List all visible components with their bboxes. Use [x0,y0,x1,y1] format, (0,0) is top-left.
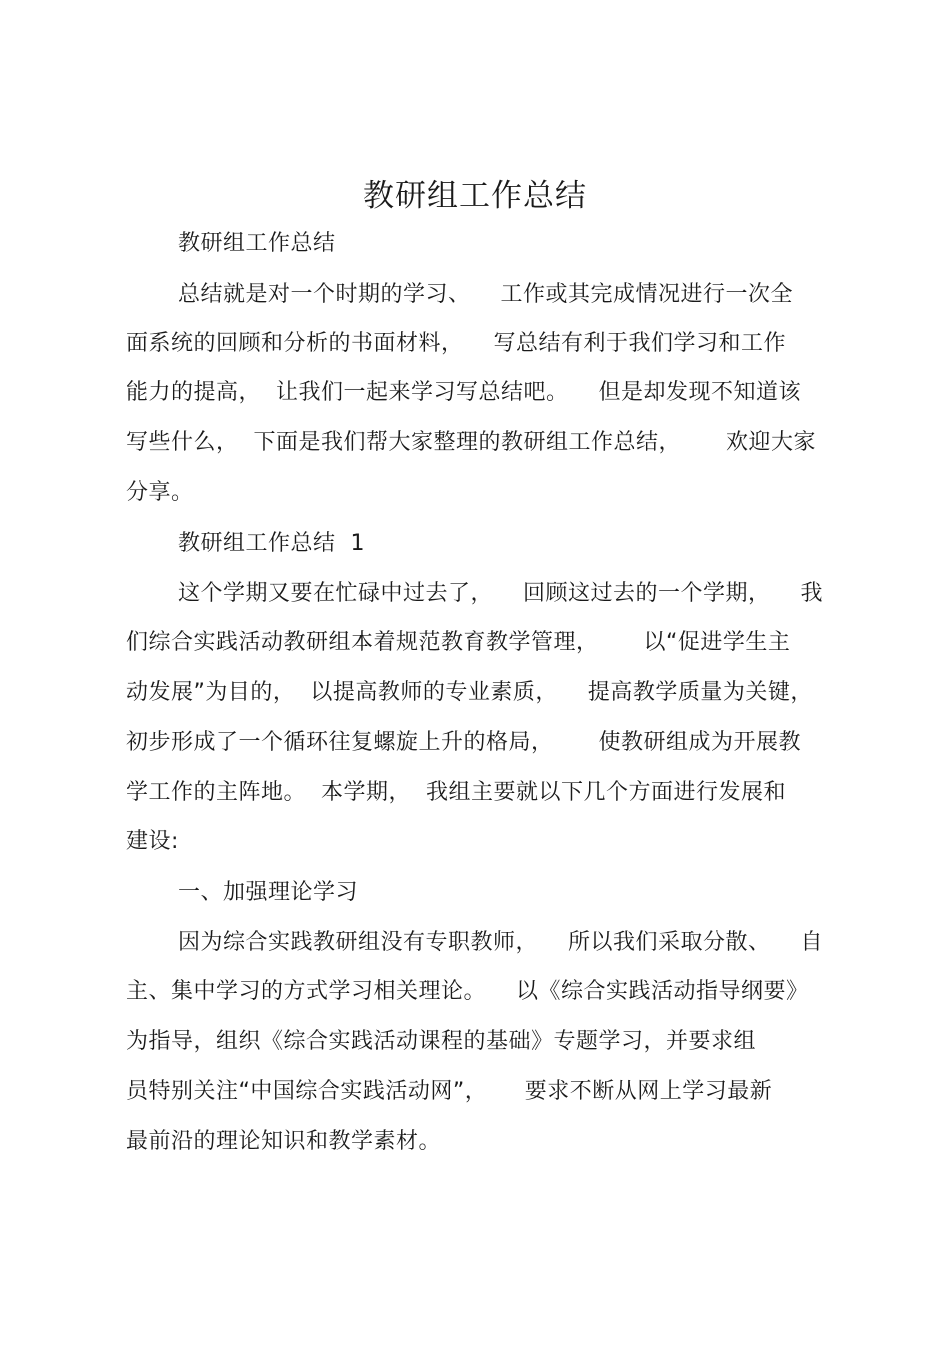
paragraph-line: 建设: [126,829,179,854]
paragraph-line: 主、集中学习的方式学习相关理论。 以《综合实践活动指导纲要》 [126,979,809,1004]
paragraph-line: 教研组工作总结 1 [178,531,365,556]
paragraph-line: 教研组工作总结 [178,231,336,256]
paragraph-line: 因为综合实践教研组没有专职教师， 所以我们采取分散、 自 [178,930,823,955]
paragraph-line: 初步形成了一个循环往复螺旋上升的格局， 使教研组成为开展教 [126,730,801,755]
paragraph-line: 为指导，组织《综合实践活动课程的基础》专题学习，并要求组 [126,1029,757,1054]
section-heading: 一、加强理论学习 [178,880,359,905]
paragraph-line: 总结就是对一个时期的学习、 工作或其完成情况进行一次全 [178,282,793,307]
paragraph-line: 们综合实践活动教研组本着规范教育教学管理， 以“促进学生主 [126,630,791,655]
paragraph-line: 分享。 [126,480,194,505]
paragraph-line: 这个学期又要在忙碌中过去了， 回顾这过去的一个学期， 我 [178,581,823,606]
paragraph-line: 写些什么， 下面是我们帮大家整理的教研组工作总结， 欢迎大家 [126,430,816,455]
paragraph-line: 能力的提高， 让我们一起来学习写总结吧。 但是却发现不知道该 [126,380,801,405]
paragraph-line: 动发展”为目的， 以提高教师的专业素质， 提高教学质量为关键， [126,680,813,705]
paragraph-line: 最前沿的理论知识和教学素材。 [126,1129,442,1154]
paragraph-line: 面系统的回顾和分析的书面材料， 写总结有利于我们学习和工作 [126,331,786,356]
paragraph-line: 员特别关注“中国综合实践活动网”， 要求不断从网上学习最新 [126,1079,773,1104]
document-title: 教研组工作总结 [363,178,587,214]
paragraph-line: 学工作的主阵地。 本学期， 我组主要就以下几个方面进行发展和 [126,780,786,805]
